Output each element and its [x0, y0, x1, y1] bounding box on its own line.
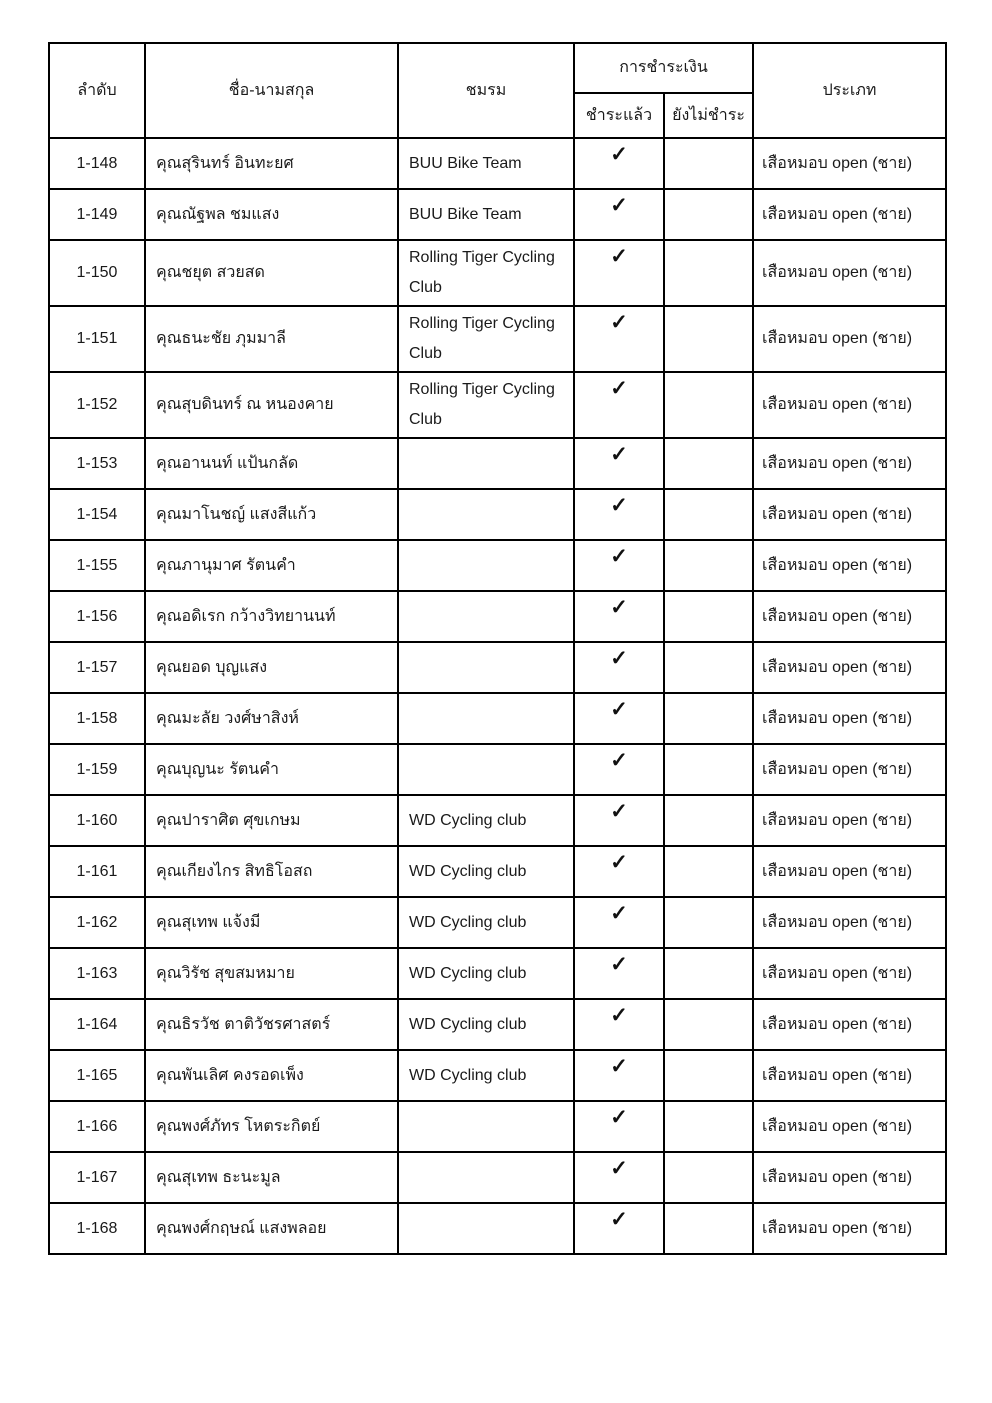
paid-status-cell [574, 1101, 664, 1152]
unpaid-status-cell [664, 1050, 753, 1101]
participant-name-cell: คุณเกียงไกร สิทธิโอสถ [145, 846, 398, 897]
row-number-cell: 1-150 [49, 240, 145, 306]
paid-status-cell [574, 138, 664, 189]
row-number-cell: 1-159 [49, 744, 145, 795]
unpaid-status-cell [664, 999, 753, 1050]
table-row [49, 846, 946, 897]
unpaid-status-cell [664, 1152, 753, 1203]
unpaid-status-cell [664, 240, 753, 306]
checkmark-icon: ✓ [610, 1055, 628, 1078]
unpaid-status-cell [664, 540, 753, 591]
unpaid-status-cell [664, 846, 753, 897]
table-row [49, 897, 946, 948]
unpaid-status-cell [664, 138, 753, 189]
registration-table [48, 42, 947, 1255]
paid-status-cell [574, 540, 664, 591]
category-cell: เสือหมอบ open (ชาย) [753, 948, 946, 999]
category-cell: เสือหมอบ open (ชาย) [753, 642, 946, 693]
checkmark-icon: ✓ [610, 311, 628, 334]
checkmark-icon: ✓ [610, 851, 628, 874]
category-cell: เสือหมอบ open (ชาย) [753, 489, 946, 540]
category-cell: เสือหมอบ open (ชาย) [753, 693, 946, 744]
paid-status-cell [574, 642, 664, 693]
club-cell: WD Cycling club [398, 795, 574, 846]
club-cell [398, 693, 574, 744]
paid-status-cell [574, 1050, 664, 1101]
checkmark-icon: ✓ [610, 1208, 628, 1231]
unpaid-status-cell [664, 1203, 753, 1254]
checkmark-icon: ✓ [610, 545, 628, 568]
paid-status-cell [574, 1203, 664, 1254]
participant-name-cell: คุณสุรินทร์ อินทะยศ [145, 138, 398, 189]
row-number-cell: 1-167 [49, 1152, 145, 1203]
table-row [49, 1101, 946, 1152]
row-number-cell: 1-157 [49, 642, 145, 693]
club-cell: WD Cycling club [398, 999, 574, 1050]
category-cell: เสือหมอบ open (ชาย) [753, 744, 946, 795]
paid-status-cell [574, 306, 664, 372]
header-name: ชื่อ-นามสกุล [145, 43, 398, 138]
participant-name-cell: คุณพงศ์กฤษณ์ แสงพลอย [145, 1203, 398, 1254]
participant-name-cell: คุณชยุต สวยสด [145, 240, 398, 306]
participant-name-cell: คุณยอด บุญแสง [145, 642, 398, 693]
table-row [49, 1203, 946, 1254]
checkmark-icon: ✓ [610, 596, 628, 619]
row-number-cell: 1-154 [49, 489, 145, 540]
club-cell [398, 1101, 574, 1152]
club-cell [398, 540, 574, 591]
category-cell: เสือหมอบ open (ชาย) [753, 372, 946, 438]
header-club: ชมรม [398, 43, 574, 138]
table-row [49, 642, 946, 693]
club-cell [398, 591, 574, 642]
paid-status-cell [574, 999, 664, 1050]
row-number-cell: 1-165 [49, 1050, 145, 1101]
participant-name-cell: คุณบุญนะ รัตนคำ [145, 744, 398, 795]
category-cell: เสือหมอบ open (ชาย) [753, 1152, 946, 1203]
paid-status-cell [574, 1152, 664, 1203]
paid-status-cell [574, 489, 664, 540]
row-number-cell: 1-152 [49, 372, 145, 438]
paid-status-cell [574, 795, 664, 846]
participant-name-cell: คุณธิรวัช ตาติวัชรศาสตร์ [145, 999, 398, 1050]
header-number: ลำดับ [49, 43, 145, 138]
participant-name-cell: คุณวิรัช สุขสมหมาย [145, 948, 398, 999]
checkmark-icon: ✓ [610, 443, 628, 466]
row-number-cell: 1-155 [49, 540, 145, 591]
club-cell: WD Cycling club [398, 1050, 574, 1101]
unpaid-status-cell [664, 1101, 753, 1152]
participant-name-cell: คุณอดิเรก กว้างวิทยานนท์ [145, 591, 398, 642]
header-payment: การชำระเงิน [574, 43, 753, 93]
category-cell: เสือหมอบ open (ชาย) [753, 438, 946, 489]
club-cell [398, 1203, 574, 1254]
club-cell: Rolling Tiger Cycling Club [398, 240, 574, 306]
category-cell: เสือหมอบ open (ชาย) [753, 189, 946, 240]
category-cell: เสือหมอบ open (ชาย) [753, 795, 946, 846]
category-cell: เสือหมอบ open (ชาย) [753, 1203, 946, 1254]
checkmark-icon: ✓ [610, 1157, 628, 1180]
row-number-cell: 1-156 [49, 591, 145, 642]
row-number-cell: 1-168 [49, 1203, 145, 1254]
category-cell: เสือหมอบ open (ชาย) [753, 1101, 946, 1152]
unpaid-status-cell [664, 306, 753, 372]
club-cell: BUU Bike Team [398, 138, 574, 189]
club-cell [398, 438, 574, 489]
table-row [49, 138, 946, 189]
club-cell: WD Cycling club [398, 948, 574, 999]
category-cell: เสือหมอบ open (ชาย) [753, 591, 946, 642]
paid-status-cell [574, 948, 664, 999]
category-cell: เสือหมอบ open (ชาย) [753, 897, 946, 948]
club-cell: WD Cycling club [398, 897, 574, 948]
category-cell: เสือหมอบ open (ชาย) [753, 999, 946, 1050]
club-cell [398, 1152, 574, 1203]
table-header [49, 43, 946, 138]
category-cell: เสือหมอบ open (ชาย) [753, 846, 946, 897]
checkmark-icon: ✓ [610, 245, 628, 268]
unpaid-status-cell [664, 693, 753, 744]
table-row [49, 795, 946, 846]
club-cell [398, 744, 574, 795]
checkmark-icon: ✓ [610, 698, 628, 721]
unpaid-status-cell [664, 438, 753, 489]
header-paid: ชำระแล้ว [574, 93, 664, 138]
club-cell [398, 642, 574, 693]
paid-status-cell [574, 372, 664, 438]
club-cell: Rolling Tiger Cycling Club [398, 372, 574, 438]
category-cell: เสือหมอบ open (ชาย) [753, 306, 946, 372]
paid-status-cell [574, 438, 664, 489]
paid-status-cell [574, 591, 664, 642]
paid-status-cell [574, 744, 664, 795]
header-unpaid: ยังไม่ชำระ [664, 93, 753, 138]
unpaid-status-cell [664, 897, 753, 948]
participant-name-cell: คุณณัฐพล ชมแสง [145, 189, 398, 240]
unpaid-status-cell [664, 948, 753, 999]
checkmark-icon: ✓ [610, 143, 628, 166]
table-row [49, 240, 946, 306]
participant-name-cell: คุณพงศ์ภัทร โหตระกิตย์ [145, 1101, 398, 1152]
table-row [49, 693, 946, 744]
table-row [49, 489, 946, 540]
table-row [49, 1152, 946, 1203]
unpaid-status-cell [664, 372, 753, 438]
unpaid-status-cell [664, 744, 753, 795]
table-row [49, 438, 946, 489]
participant-name-cell: คุณสุเทพ แจ้งมี [145, 897, 398, 948]
club-cell: Rolling Tiger Cycling Club [398, 306, 574, 372]
checkmark-icon: ✓ [610, 953, 628, 976]
row-number-cell: 1-161 [49, 846, 145, 897]
table-row [49, 1050, 946, 1101]
checkmark-icon: ✓ [610, 1106, 628, 1129]
row-number-cell: 1-160 [49, 795, 145, 846]
row-number-cell: 1-151 [49, 306, 145, 372]
table-row [49, 591, 946, 642]
club-cell: BUU Bike Team [398, 189, 574, 240]
paid-status-cell [574, 846, 664, 897]
table-row [49, 744, 946, 795]
club-cell: WD Cycling club [398, 846, 574, 897]
table-row [49, 189, 946, 240]
participant-name-cell: คุณมะลัย วงศ์ษาสิงห์ [145, 693, 398, 744]
participant-name-cell: คุณสุเทพ ธะนะมูล [145, 1152, 398, 1203]
unpaid-status-cell [664, 489, 753, 540]
paid-status-cell [574, 897, 664, 948]
participant-name-cell: คุณพันเลิศ คงรอดเพ็ง [145, 1050, 398, 1101]
row-number-cell: 1-148 [49, 138, 145, 189]
checkmark-icon: ✓ [610, 902, 628, 925]
row-number-cell: 1-162 [49, 897, 145, 948]
category-cell: เสือหมอบ open (ชาย) [753, 240, 946, 306]
category-cell: เสือหมอบ open (ชาย) [753, 138, 946, 189]
checkmark-icon: ✓ [610, 749, 628, 772]
table-row [49, 948, 946, 999]
table-row [49, 306, 946, 372]
checkmark-icon: ✓ [610, 194, 628, 217]
participant-name-cell: คุณสุบดินทร์ ณ หนองคาย [145, 372, 398, 438]
table-body [49, 138, 946, 1254]
checkmark-icon: ✓ [610, 800, 628, 823]
participant-name-cell: คุณมาโนชญ์ แสงสีแก้ว [145, 489, 398, 540]
category-cell: เสือหมอบ open (ชาย) [753, 540, 946, 591]
paid-status-cell [574, 693, 664, 744]
paid-status-cell [574, 240, 664, 306]
checkmark-icon: ✓ [610, 377, 628, 400]
table-row [49, 999, 946, 1050]
table-row [49, 372, 946, 438]
checkmark-icon: ✓ [610, 647, 628, 670]
table-row [49, 540, 946, 591]
checkmark-icon: ✓ [610, 1004, 628, 1027]
unpaid-status-cell [664, 642, 753, 693]
participant-name-cell: คุณภานุมาศ รัตนคำ [145, 540, 398, 591]
row-number-cell: 1-153 [49, 438, 145, 489]
participant-name-cell: คุณปาราศิต ศุขเกษม [145, 795, 398, 846]
participant-name-cell: คุณธนะชัย ภุมมาลี [145, 306, 398, 372]
unpaid-status-cell [664, 189, 753, 240]
paid-status-cell [574, 189, 664, 240]
unpaid-status-cell [664, 591, 753, 642]
club-cell [398, 489, 574, 540]
row-number-cell: 1-166 [49, 1101, 145, 1152]
row-number-cell: 1-163 [49, 948, 145, 999]
header-category: ประเภท [753, 43, 946, 138]
row-number-cell: 1-149 [49, 189, 145, 240]
row-number-cell: 1-164 [49, 999, 145, 1050]
participant-name-cell: คุณอานนท์ แป้นกลัด [145, 438, 398, 489]
category-cell: เสือหมอบ open (ชาย) [753, 1050, 946, 1101]
unpaid-status-cell [664, 795, 753, 846]
checkmark-icon: ✓ [610, 494, 628, 517]
row-number-cell: 1-158 [49, 693, 145, 744]
